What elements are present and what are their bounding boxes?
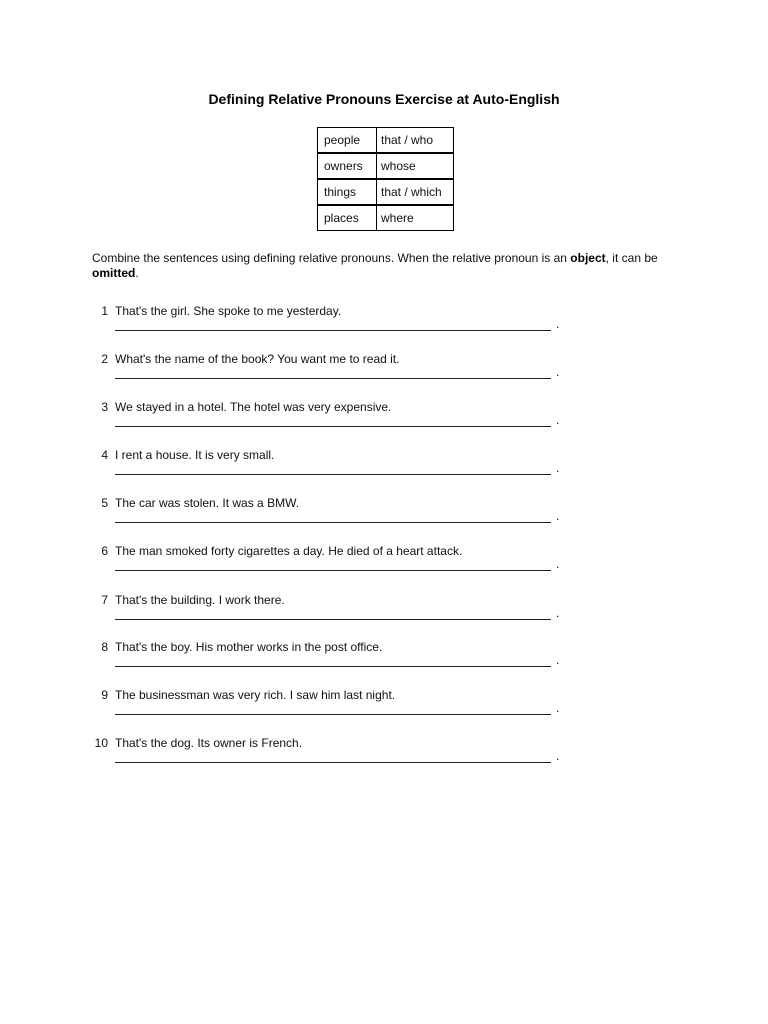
answer-period: . bbox=[556, 606, 560, 620]
pronoun-cell: whose bbox=[377, 154, 453, 180]
question-text: The car was stolen. It was a BMW. bbox=[115, 496, 300, 510]
instructions-bold-object: object bbox=[570, 251, 606, 265]
answer-line[interactable] bbox=[115, 618, 551, 620]
pronoun-cell: that / which bbox=[377, 180, 453, 206]
answer-line[interactable] bbox=[115, 329, 551, 331]
question-number: 5 bbox=[101, 496, 108, 510]
question-text: That's the dog. Its owner is French. bbox=[115, 736, 303, 750]
answer-period: . bbox=[556, 317, 560, 331]
question-item bbox=[92, 593, 652, 633]
question-item bbox=[92, 448, 652, 488]
question-text: That's the girl. She spoke to me yesterday. bbox=[115, 304, 342, 318]
instructions-text: Combine the sentences using defining relative pronouns. When the relative pronoun is an bbox=[92, 251, 571, 265]
question-item bbox=[92, 304, 652, 344]
answer-line[interactable] bbox=[115, 377, 551, 379]
question-text: That's the boy. His mother works in the post office. bbox=[115, 640, 383, 654]
pronoun-cell: where bbox=[381, 211, 414, 225]
table-row bbox=[318, 154, 453, 180]
answer-period: . bbox=[556, 365, 560, 379]
question-number: 10 bbox=[94, 736, 108, 750]
question-text: I rent a house. It is very small. bbox=[115, 448, 275, 462]
answer-period: . bbox=[556, 413, 560, 427]
instructions-bold-omitted: omitted bbox=[92, 266, 136, 280]
answer-line[interactable] bbox=[115, 713, 551, 715]
question-item bbox=[92, 496, 652, 536]
noun-cell: things bbox=[318, 180, 377, 206]
question-number: 2 bbox=[101, 352, 108, 366]
question-number: 4 bbox=[101, 448, 108, 462]
answer-period: . bbox=[556, 653, 560, 667]
question-item bbox=[92, 352, 652, 392]
instructions bbox=[92, 251, 672, 281]
answer-line[interactable] bbox=[115, 761, 551, 763]
instructions-text: . bbox=[135, 266, 139, 280]
table-row bbox=[318, 206, 453, 230]
noun-cell: people bbox=[318, 128, 377, 154]
question-text: The man smoked forty cigarettes a day. He died of a heart attack. bbox=[115, 544, 463, 558]
question-number: 6 bbox=[101, 544, 108, 558]
question-text: That's the building. I work there. bbox=[115, 593, 285, 607]
question-item bbox=[92, 640, 652, 680]
question-number: 1 bbox=[101, 304, 108, 318]
answer-period: . bbox=[556, 749, 560, 763]
table-row bbox=[318, 128, 453, 154]
answer-line[interactable] bbox=[115, 569, 551, 571]
question-text: What's the name of the book? You want me to read it. bbox=[115, 352, 400, 366]
table-row bbox=[318, 180, 453, 206]
answer-period: . bbox=[556, 461, 560, 475]
question-text: The businessman was very rich. I saw him last night. bbox=[115, 688, 396, 702]
question-number: 3 bbox=[101, 400, 108, 414]
answer-line[interactable] bbox=[115, 425, 551, 427]
question-item bbox=[92, 736, 652, 776]
instructions-text: , it can be bbox=[605, 251, 658, 265]
question-number: 7 bbox=[101, 593, 108, 607]
answer-line[interactable] bbox=[115, 521, 551, 523]
question-item bbox=[92, 544, 652, 584]
relative-pronoun-table bbox=[317, 127, 454, 231]
question-text: We stayed in a hotel. The hotel was very expensive. bbox=[115, 400, 392, 414]
question-item bbox=[92, 688, 652, 728]
noun-cell: places bbox=[318, 206, 377, 230]
answer-period: . bbox=[556, 701, 560, 715]
answer-line[interactable] bbox=[115, 473, 551, 475]
answer-line[interactable] bbox=[115, 665, 551, 667]
pronoun-cell: that / who bbox=[377, 128, 453, 154]
noun-cell: owners bbox=[318, 154, 377, 180]
question-number: 9 bbox=[101, 688, 108, 702]
answer-period: . bbox=[556, 557, 560, 571]
page-title: Defining Relative Pronouns Exercise at Auto-English bbox=[208, 91, 560, 107]
question-number: 8 bbox=[101, 640, 108, 654]
question-item bbox=[92, 400, 652, 440]
answer-period: . bbox=[556, 509, 560, 523]
